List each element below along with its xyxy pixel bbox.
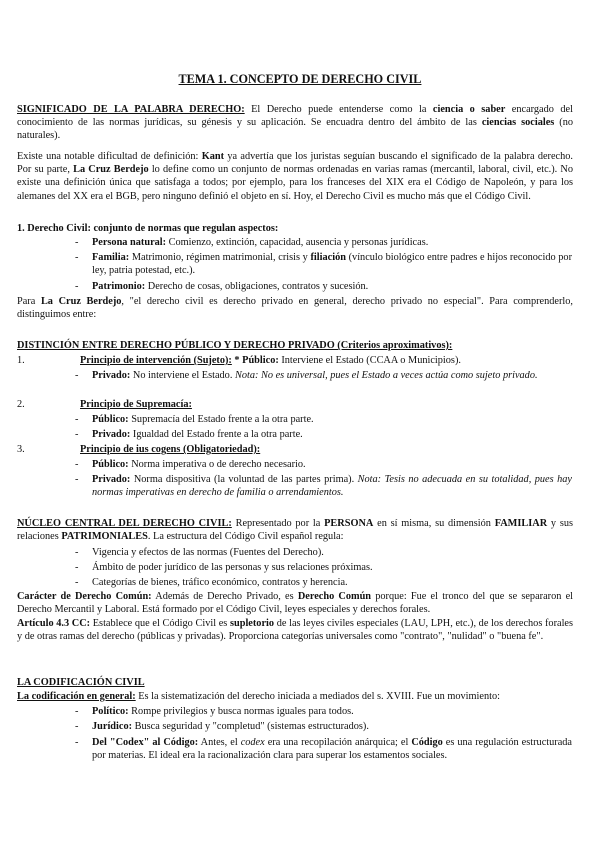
item-label: Privado: — [92, 370, 131, 381]
item-text: era una recopilación anárquica; el — [264, 737, 412, 748]
s3-paragraph-1 — [17, 517, 573, 543]
s1-list-heading: 1. Derecho Civil: conjunto de normas que regulan aspectos: — [17, 223, 279, 234]
emph: FAMILIAR — [494, 518, 548, 529]
item-text: No interviene el Estado. — [130, 370, 235, 381]
page-title: TEMA 1. CONCEPTO DE DERECHO CIVIL — [178, 72, 422, 86]
emph: Artículo 4.3 CC: — [17, 618, 91, 629]
list-item: - Patrimonio: Derecho de cosas, obligaciones, contratos y sucesión. — [75, 281, 369, 292]
emph: La codificación en general: — [17, 691, 136, 702]
item-text: Matrimonio, régimen matrimonial, crisis y — [129, 252, 311, 263]
item-text: Supremacía del Estado frente a la otra parte. — [128, 414, 314, 425]
text: Representado por la — [231, 518, 325, 529]
emph: * Público: — [231, 355, 279, 366]
item-note: Nota: Tesis no adecuada en su totalidad, pues hay normas imperativas en derecho de familia o arrendamientos. — [92, 474, 572, 499]
item-text: Norma dispositiva (la voluntad de las partes prima). — [130, 474, 358, 485]
item-label: Público: — [92, 414, 129, 425]
item-label: Privado: — [92, 429, 131, 440]
item-text: Comienzo, extinción, capacidad, ausencia y personas jurídicas. — [166, 237, 429, 248]
text: lo define como un conjunto de normas ordenadas en varias ramas (mercantil, laboral, civil, etc.). No existe una definición única que satisfaga a todos; por ejemplo, para los franceses del XIX era el Código de Napoleón, y para los alemanes del XX era el BGB, pero ninguno definió el objeto en sí. Hoy, el Derecho Civil es mucho más que el Código Civil. — [17, 164, 573, 202]
principle-title: Principio de ius cogens (Obligatoriedad): — [80, 444, 261, 455]
list-item: - Público: Supremacía del Estado frente a la otra parte. — [75, 414, 314, 425]
s4-paragraph-1 — [17, 690, 573, 703]
item-text: Ámbito de poder jurídico de las personas y sus relaciones próximas. — [92, 562, 373, 573]
list-number: 2. — [17, 399, 25, 410]
item-text: Busca seguridad y "completud" (sistemas estructurados). — [132, 721, 369, 732]
s2-principle-1 — [80, 354, 572, 367]
text: Para — [17, 296, 41, 307]
list-item: - Categorías de bienes, tráfico económico, contratos y herencia. — [75, 577, 348, 588]
s1-paragraph-2 — [17, 150, 573, 203]
s1-paragraph-3 — [17, 295, 573, 321]
text: El Derecho puede entenderse como la — [244, 104, 433, 115]
item-label: Público: — [92, 459, 129, 470]
item-label: Patrimonio: — [92, 281, 146, 292]
list-item: - Ámbito de poder jurídico de las personas y sus relaciones próximas. — [75, 562, 373, 573]
s3-paragraph-3 — [17, 617, 573, 643]
item-text: (vínculo biológico entre padres e hijos reconocido por ley, patria potestad, etc.). — [92, 252, 573, 277]
list-number: 1. — [17, 355, 25, 366]
item-italic: codex — [240, 737, 265, 748]
text: , "el derecho civil es derecho privado en general, derecho privado no especial". Para comprenderlo, distinguimos entre: — [17, 296, 573, 321]
principle-title: Principio de Supremacía: — [80, 399, 192, 410]
list-number: 3. — [17, 444, 25, 455]
item-text: es una regulación estructurada por materias. El ideal era la racionalización clara para superar los estamentos sociales. — [92, 737, 572, 762]
text: en sí misma, su dimensión — [373, 518, 495, 529]
item-text: Igualdad del Estado frente a la otra parte. — [130, 429, 303, 440]
item-label: filiación — [310, 252, 346, 263]
item-label: Código — [411, 737, 443, 748]
s4-heading-row — [17, 676, 573, 689]
item-label: Del "Codex" al Código: — [92, 737, 199, 748]
emph: ciencia o saber — [432, 104, 506, 115]
principle-title: Principio de intervención (Sujeto): — [80, 355, 232, 366]
item-note: Nota: No es universal, pues el Estado a veces actúa como sujeto privado. — [234, 370, 538, 381]
item-text: Vigencia y efectos de las normas (Fuentes del Derecho). — [92, 547, 324, 558]
s1-paragraph-1 — [17, 103, 573, 143]
item-text: Rompe privilegios y busca normas iguales para todos. — [128, 706, 354, 717]
list-item: - Privado: No interviene el Estado. Nota: No es universal, pues el Estado a veces actúa como sujeto privado. — [75, 370, 538, 381]
text: Interviene el Estado (CCAA o Municipios). — [278, 355, 461, 366]
emph: La Cruz Berdejo — [73, 164, 149, 176]
emph: supletorio — [229, 618, 275, 629]
emph: Carácter de Derecho Común: — [17, 591, 152, 602]
list-item: - Jurídico: Busca seguridad y "completud" (sistemas estructurados). — [75, 721, 369, 732]
item-label: Político: — [92, 706, 129, 717]
text: y sus relaciones — [17, 518, 574, 543]
s3-heading: NÚCLEO CENTRAL DEL DERECHO CIVIL: — [17, 518, 232, 529]
s1-heading: SIGNIFICADO DE LA PALABRA DERECHO: — [17, 104, 245, 115]
emph: PERSONA — [324, 518, 374, 529]
text: . La estructura del Código Civil español regula: — [147, 531, 344, 543]
list-item: - Privado: Igualdad del Estado frente a la otra parte. — [75, 429, 303, 440]
emph: Derecho Común — [297, 591, 372, 602]
text: porque: Fue el tronco del que se separaron el Derecho Mercantil y Laboral. Está formado por el Código Civil, leyes especiales y derechos forales. — [17, 591, 573, 616]
item-label: Persona natural: — [92, 237, 167, 248]
emph: ciencias sociales — [481, 117, 555, 129]
item-text: Categorías de bienes, tráfico económico, contratos y herencia. — [92, 577, 348, 588]
list-item: - Del "Codex" al Código: Antes, el codex era una recopilación anárquica; el Código es una regulación estructurada por materias. El ideal era la racionalización clara para superar los estamentos sociales. — [75, 737, 572, 762]
list-item: - Vigencia y efectos de las normas (Fuentes del Derecho). — [75, 547, 324, 558]
s2-heading-row — [17, 339, 573, 352]
text: ya advertía que los juristas seguían buscando el significado de la palabra derecho. Por su parte, — [17, 151, 574, 176]
list-item: - Privado: Norma dispositiva (la voluntad de las partes prima). Nota: Tesis no adecuada en su totalidad, pues hay normas imperativas en derecho de familia o arrendamientos. — [75, 474, 572, 499]
item-label: Familia: — [92, 252, 130, 263]
text: Es la sistematización del derecho iniciada a mediados del s. XVIII. Fue un movimiento: — [135, 691, 500, 702]
list-item: - Político: Rompe privilegios y busca normas iguales para todos. — [75, 706, 354, 717]
text: Además de Derecho Privado, es — [151, 591, 298, 602]
text: de las leyes civiles especiales (LAU, LPH, etc.), de los derechos forales y de otras ramas del derecho (públicas y privadas). Proporciona categorías universales como "contrato", "nulidad" o "buena fe". — [17, 618, 574, 643]
list-item: - Público: Norma imperativa o de derecho necesario. — [75, 459, 306, 470]
item-label: Jurídico: — [92, 721, 133, 732]
list-item: - Persona natural: Comienzo, extinción, capacidad, ausencia y personas jurídicas. — [75, 237, 429, 248]
item-text: Norma imperativa o de derecho necesario. — [128, 459, 306, 470]
text: Existe una notable dificultad de definición: — [17, 151, 202, 162]
item-label: Privado: — [92, 474, 131, 485]
text: (no naturales). — [17, 117, 573, 142]
s2-heading: DISTINCIÓN ENTRE DERECHO PÚBLICO Y DERECHO PRIVADO (Criterios aproximativos): — [17, 340, 453, 351]
text: encargado del conocimiento de las normas jurídicas, su génesis y su aplicación. Se encuadra dentro del ámbito de las — [17, 104, 573, 129]
s4-heading: LA CODIFICACIÓN CIVIL — [17, 677, 145, 688]
emph: La Cruz Berdejo — [40, 296, 122, 307]
s3-paragraph-2 — [17, 590, 573, 616]
item-text: Antes, el — [198, 737, 241, 748]
list-item: - Familia: Matrimonio, régimen matrimonial, crisis y filiación (vínculo biológico entre padres e hijos reconocido por ley, patria potestad, etc.). — [75, 252, 573, 277]
emph: PATRIMONIALES — [61, 531, 148, 543]
item-text: Derecho de cosas, obligaciones, contratos y sucesión. — [145, 281, 369, 292]
emph: Kant — [201, 151, 225, 162]
text: Establece que el Código Civil es — [90, 618, 230, 629]
